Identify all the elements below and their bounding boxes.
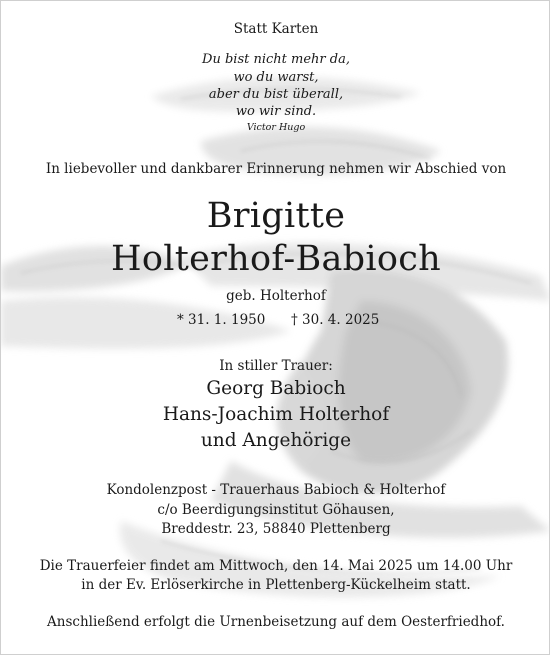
death-date: † 30. 4. 2025 xyxy=(291,312,380,328)
deceased-last-name: Holterhof-Babioch xyxy=(111,239,441,279)
condolence-line: c/o Beerdigungsinstitut Göhausen, xyxy=(157,502,395,518)
poem-line: wo du warst, xyxy=(233,70,319,85)
mourner-name: und Angehörige xyxy=(200,430,352,451)
ceremony-line: Die Trauerfeier findet am Mittwoch, den 14. Mai 2025 um 14.00 Uhr xyxy=(39,558,513,574)
deceased-first-name: Brigitte xyxy=(206,196,346,236)
mourner-name: Hans-Joachim Holterhof xyxy=(162,404,390,425)
obituary-text xyxy=(1,1,550,655)
burial-text: Anschließend erfolgt die Urnenbeisetzung auf dem Oesterfriedhof. xyxy=(47,614,505,630)
poem-line: aber du bist überall, xyxy=(208,87,344,102)
poem-line: Du bist nicht mehr da, xyxy=(202,52,350,67)
poem-author: Victor Hugo xyxy=(246,122,306,133)
mourner-name: Georg Babioch xyxy=(206,378,346,399)
poem-line: wo wir sind. xyxy=(235,104,317,119)
mourners-heading: In stiller Trauer: xyxy=(219,358,333,374)
birth-date: * 31. 1. 1950 xyxy=(177,312,266,328)
header-title: Statt Karten xyxy=(233,21,319,37)
condolence-line: Breddestr. 23, 58840 Plettenberg xyxy=(161,521,391,537)
birth-name: geb. Holterhof xyxy=(226,288,326,304)
intro-text: In liebevoller und dankbarer Erinnerung nehmen wir Abschied von xyxy=(45,161,507,177)
ceremony-line: in der Ev. Erlöserkirche in Plettenberg-Kückelheim statt. xyxy=(81,577,471,593)
condolence-line: Kondolenzpost - Trauerhaus Babioch & Holterhof xyxy=(106,482,446,498)
